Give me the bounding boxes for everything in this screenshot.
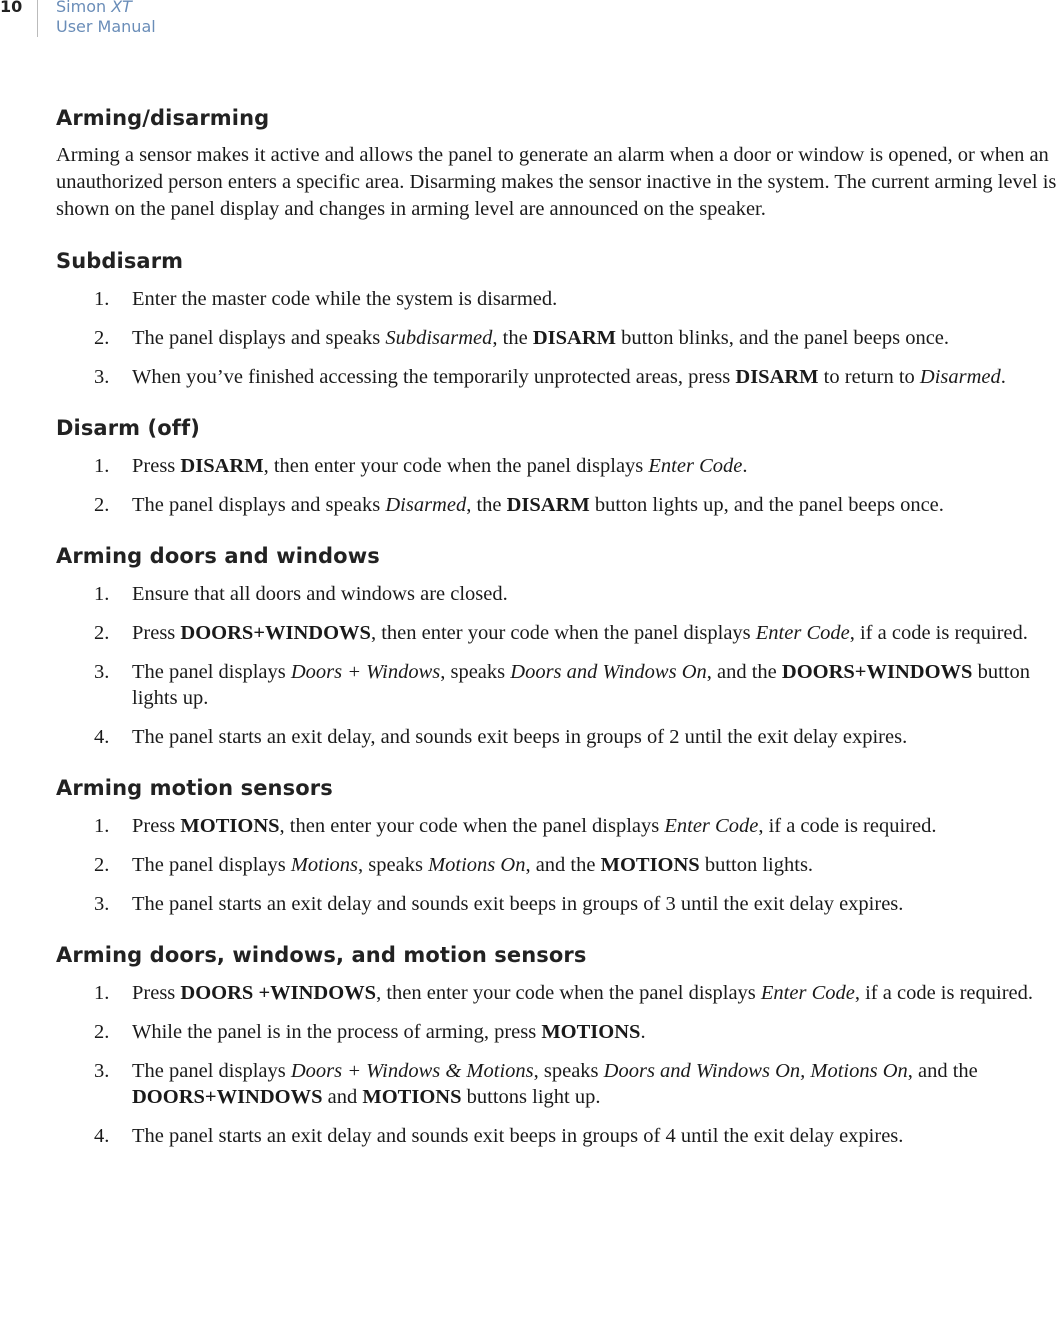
- step-number: 2.: [94, 1021, 110, 1043]
- step-text: When you’ve finished accessing the temporarily unprotected areas, press: [132, 366, 736, 388]
- step-list: [56, 286, 1063, 390]
- display-message: Disarmed: [385, 494, 467, 516]
- step-text: .: [742, 455, 748, 477]
- step-number: 4.: [94, 1125, 110, 1147]
- step-number: 2.: [94, 622, 110, 644]
- step-list: [56, 453, 1063, 518]
- step-number: 3.: [94, 1060, 110, 1082]
- product-suffix: XT: [111, 0, 132, 16]
- button-name: DOORS+WINDOWS: [180, 622, 371, 644]
- button-name: MOTIONS: [541, 1021, 641, 1043]
- step-item: [56, 453, 1063, 479]
- step-text: button lights up, and the panel beeps once.: [589, 494, 944, 516]
- display-message: Doors + Windows & Motions: [290, 1060, 534, 1082]
- step-text: Press: [132, 455, 181, 477]
- step-text: , then enter your code when the panel displays: [370, 622, 756, 644]
- page-number: 10: [0, 0, 23, 16]
- header-divider: [37, 0, 38, 37]
- step-text: , and the: [525, 854, 601, 876]
- section-heading: Arming/disarming: [56, 106, 270, 130]
- step-text: , and the: [907, 1060, 978, 1082]
- step-text: .: [640, 1021, 646, 1043]
- step-text: .: [1000, 366, 1006, 388]
- button-name: DISARM: [532, 327, 616, 349]
- step-text: button lights up.: [132, 661, 1030, 709]
- step-item: [56, 1019, 1063, 1045]
- section-heading: Disarm (off): [56, 416, 200, 440]
- step-text: , then enter your code when the panel displays: [263, 455, 649, 477]
- step-text: The panel displays: [132, 1060, 291, 1082]
- product-prefix: Simon: [56, 0, 112, 16]
- step-text: , speaks: [440, 661, 511, 683]
- step-number: 2.: [94, 327, 110, 349]
- step-number: 3.: [94, 661, 110, 683]
- step-text: , then enter your code when the panel displays: [376, 982, 761, 1004]
- step-text: Press: [132, 982, 181, 1004]
- display-message: Disarmed: [919, 366, 1001, 388]
- section: [56, 774, 1063, 917]
- step-text: The panel displays and speaks: [132, 494, 386, 516]
- step-text: to return to: [818, 366, 920, 388]
- step-text: While the panel is in the process of arming, press: [132, 1021, 542, 1043]
- step-number: 4.: [94, 726, 110, 748]
- display-message: Enter Code: [760, 982, 855, 1004]
- product-name: [56, 0, 132, 16]
- step-number: 1.: [94, 288, 110, 310]
- step-item: [56, 891, 1063, 917]
- step-text: , the: [466, 494, 507, 516]
- display-message: Enter Code: [648, 455, 743, 477]
- step-number: 1.: [94, 982, 110, 1004]
- button-name: DOORS+WINDOWS: [781, 661, 973, 683]
- step-text: , if a code is required.: [849, 622, 1028, 644]
- step-text: , the: [492, 327, 533, 349]
- step-text: Ensure that all doors and windows are closed.: [132, 583, 508, 605]
- step-text: , if a code is required.: [854, 982, 1034, 1004]
- step-item: [56, 724, 1063, 750]
- display-message: Enter Code: [664, 815, 759, 837]
- step-item: [56, 325, 1063, 351]
- display-message: Motions On: [428, 854, 526, 876]
- display-message: Doors and Windows On: [510, 661, 707, 683]
- display-message: Subdisarmed: [385, 327, 493, 349]
- step-number: 1.: [94, 583, 110, 605]
- display-message: Doors and Windows On, Motions On: [603, 1060, 908, 1082]
- step-item: [56, 813, 1063, 839]
- step-text: button lights.: [699, 854, 814, 876]
- section-heading: Arming doors, windows, and motion sensors: [56, 943, 587, 967]
- button-name: DOORS +WINDOWS: [180, 982, 377, 1004]
- step-number: 2.: [94, 494, 110, 516]
- section: [56, 104, 1063, 223]
- page-content: [56, 104, 1063, 1162]
- step-item: [56, 659, 1063, 711]
- step-list: [56, 980, 1063, 1149]
- step-list: [56, 581, 1063, 750]
- display-message: Doors + Windows: [290, 661, 441, 683]
- button-name: MOTIONS: [180, 815, 280, 837]
- section-heading: Subdisarm: [56, 249, 184, 273]
- section-heading: Arming motion sensors: [56, 776, 333, 800]
- step-text: , if a code is required.: [758, 815, 937, 837]
- step-text: The panel starts an exit delay, and sounds exit beeps in groups of 2 until the exit delay expires.: [132, 726, 908, 748]
- button-name: MOTIONS: [362, 1086, 462, 1108]
- step-text: , then enter your code when the panel displays: [279, 815, 665, 837]
- step-text: The panel displays: [132, 854, 291, 876]
- step-item: [56, 1123, 1063, 1149]
- section: [56, 247, 1063, 390]
- button-name: MOTIONS: [600, 854, 700, 876]
- step-text: The panel displays and speaks: [132, 327, 386, 349]
- step-number: 2.: [94, 854, 110, 876]
- step-list: [56, 813, 1063, 917]
- step-item: [56, 492, 1063, 518]
- step-item: [56, 980, 1063, 1006]
- step-item: [56, 1058, 1063, 1110]
- step-text: and: [322, 1086, 363, 1108]
- step-number: 3.: [94, 366, 110, 388]
- display-message: Motions: [290, 854, 359, 876]
- section: [56, 542, 1063, 750]
- section: [56, 414, 1063, 518]
- step-number: 1.: [94, 455, 110, 477]
- button-name: DISARM: [180, 455, 264, 477]
- step-item: [56, 581, 1063, 607]
- display-message: Enter Code: [755, 622, 850, 644]
- step-item: [56, 364, 1063, 390]
- step-number: 3.: [94, 893, 110, 915]
- step-text: , speaks: [533, 1060, 604, 1082]
- button-name: DISARM: [735, 366, 819, 388]
- step-text: Press: [132, 622, 181, 644]
- step-text: The panel starts an exit delay and sounds exit beeps in groups of 3 until the exit delay expires.: [132, 893, 904, 915]
- step-item: [56, 286, 1063, 312]
- section-heading: Arming doors and windows: [56, 544, 380, 568]
- section: [56, 941, 1063, 1149]
- step-text: , speaks: [358, 854, 429, 876]
- step-text: button blinks, and the panel beeps once.: [615, 327, 950, 349]
- button-name: DOORS+WINDOWS: [132, 1086, 323, 1108]
- button-name: DISARM: [506, 494, 590, 516]
- step-text: buttons light up.: [461, 1086, 601, 1108]
- step-number: 1.: [94, 815, 110, 837]
- step-text: Press: [132, 815, 181, 837]
- step-text: Enter the master code while the system is disarmed.: [132, 288, 558, 310]
- step-text: The panel starts an exit delay and sounds exit beeps in groups of 4 until the exit delay expires.: [132, 1125, 904, 1147]
- step-item: [56, 620, 1063, 646]
- section-paragraph: Arming a sensor makes it active and allows the panel to generate an alarm when a door or window is opened, or when an unauthorized person enters a specific area. Disarming makes the sensor inactive in the system. The current arming level is shown on the panel display and changes in arming level are announced on the speaker.: [56, 144, 1057, 220]
- document-title: User Manual: [56, 17, 156, 36]
- step-item: [56, 852, 1063, 878]
- step-text: The panel displays: [132, 661, 291, 683]
- step-text: , and the: [706, 661, 782, 683]
